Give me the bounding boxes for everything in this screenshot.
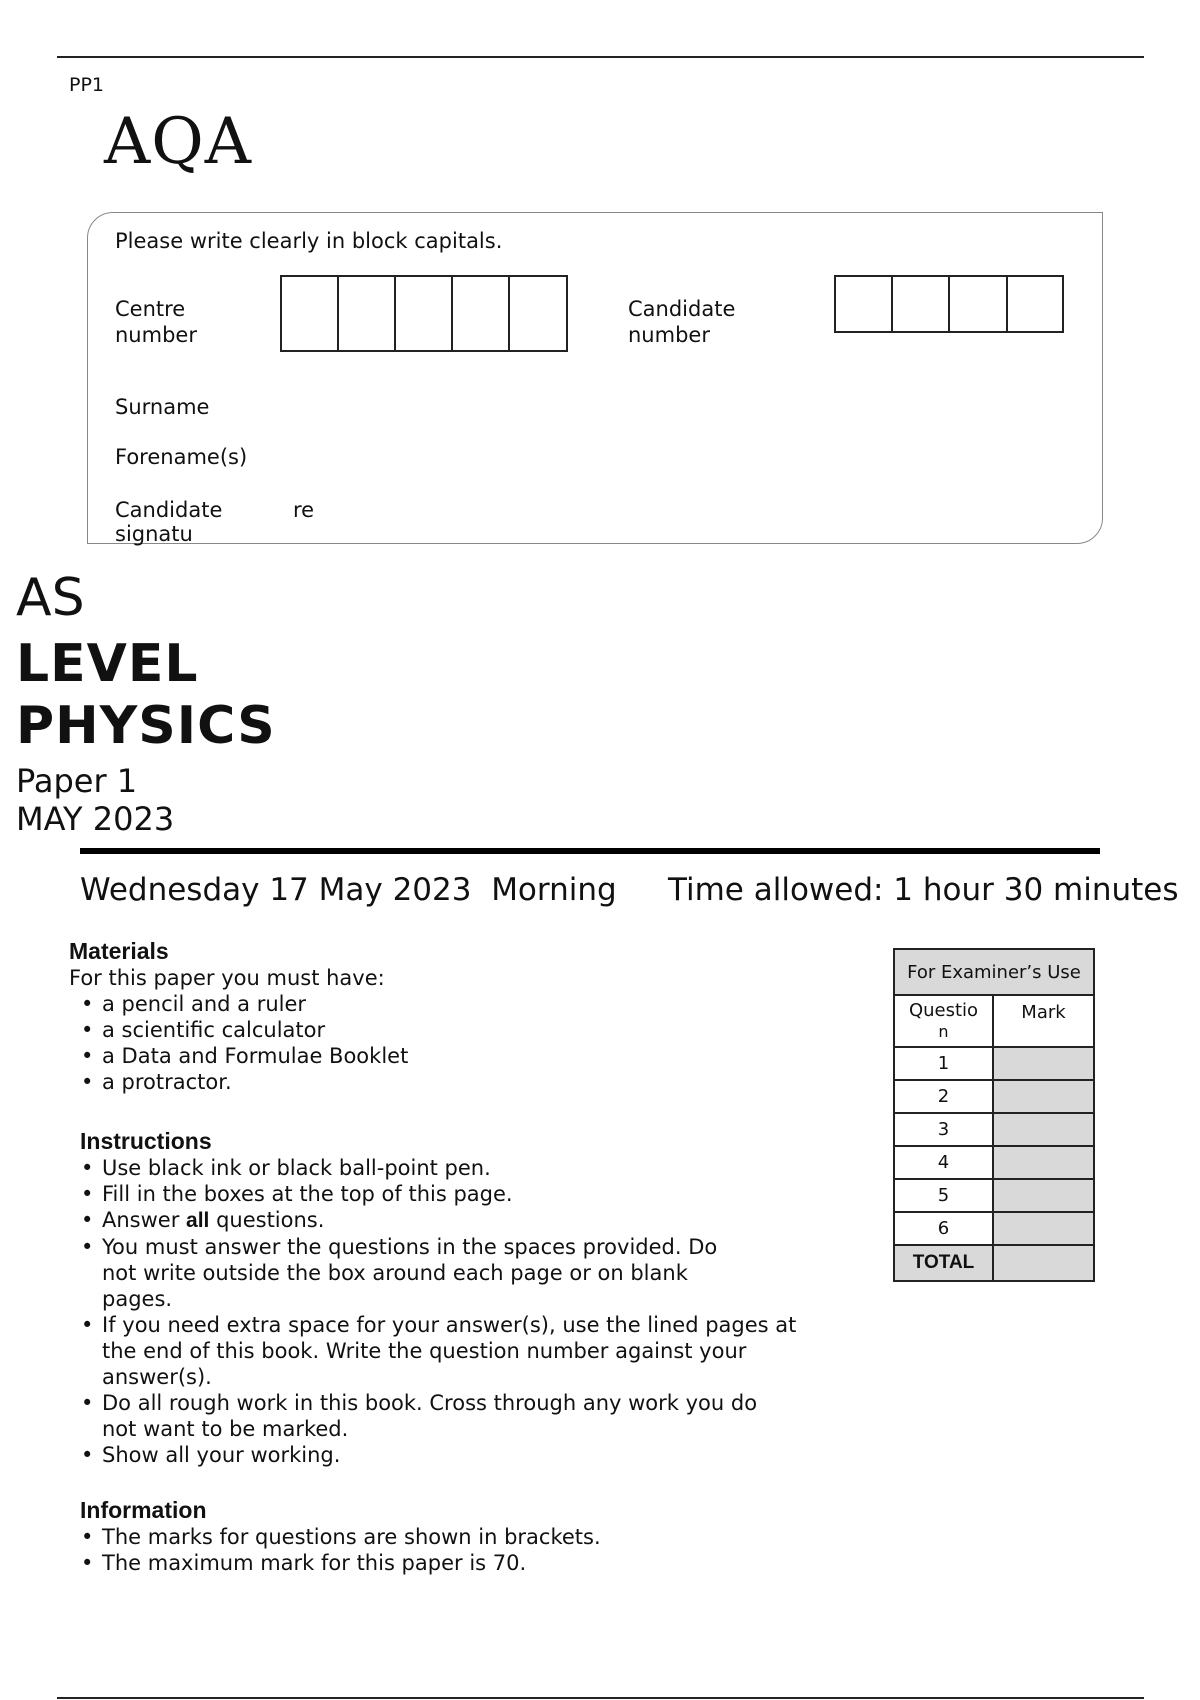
list-item: • Do all rough work in this book. Cross through any work you do not want to be marked. xyxy=(80,1390,860,1442)
paper-code: PP1 xyxy=(69,74,105,96)
subject-title: PHYSICS xyxy=(16,696,276,756)
list-item: • The maximum mark for this paper is 70. xyxy=(80,1550,860,1576)
block-capitals-instruction: Please write clearly in block capitals. xyxy=(115,229,503,253)
forenames-label: Forename(s) xyxy=(115,445,248,469)
question-column-header: Questio n xyxy=(894,995,993,1047)
list-item: • The marks for questions are shown in brackets. xyxy=(80,1524,860,1550)
candidate-number-boxes[interactable] xyxy=(834,275,1064,333)
mark-cell xyxy=(993,1146,1094,1179)
centre-number-boxes[interactable] xyxy=(280,275,568,352)
information-section xyxy=(80,1497,860,1576)
list-item: • Fill in the boxes at the top of this page. xyxy=(80,1181,860,1207)
list-item: • a Data and Formulae Booklet xyxy=(80,1043,849,1069)
list-item: • Use black ink or black ball-point pen. xyxy=(80,1155,860,1181)
question-number: 5 xyxy=(894,1179,993,1212)
centre-number-box[interactable] xyxy=(282,277,339,350)
list-item: • a pencil and a ruler xyxy=(80,991,849,1017)
exam-session: MAY 2023 xyxy=(16,800,175,838)
list-item: • a scientific calculator xyxy=(80,1017,849,1043)
signature-label-fragment: re xyxy=(293,498,315,522)
question-number: 2 xyxy=(894,1080,993,1113)
list-item: • You must answer the questions in the spaces provided. Do not write outside the box around each page or on blank pages. xyxy=(80,1234,860,1312)
mark-cell xyxy=(993,1179,1094,1212)
centre-number-box[interactable] xyxy=(453,277,510,350)
time-allowed: Time allowed: 1 hour 30 minutes xyxy=(668,872,1179,908)
list-item: • a protractor. xyxy=(80,1069,849,1095)
materials-heading: Materials xyxy=(69,938,169,964)
information-list xyxy=(80,1524,860,1576)
candidate-number-label: Candidate number xyxy=(628,297,736,347)
mark-cell xyxy=(993,1047,1094,1080)
exam-period: Morning xyxy=(491,872,617,908)
total-mark-cell xyxy=(993,1245,1094,1281)
question-number: 6 xyxy=(894,1212,993,1245)
paper-number: Paper 1 xyxy=(16,762,138,800)
candidate-number-box[interactable] xyxy=(836,277,893,331)
signature-label: Candidate signatu xyxy=(115,498,223,546)
surname-label: Surname xyxy=(115,395,210,419)
candidate-number-box[interactable] xyxy=(893,277,950,331)
list-item: • Show all your working. xyxy=(80,1442,860,1468)
mark-column-header: Mark xyxy=(993,995,1094,1047)
materials-list xyxy=(80,991,849,1095)
question-number: 1 xyxy=(894,1047,993,1080)
list-item: • Answer all questions. xyxy=(80,1207,860,1234)
examiners-use-title: For Examiner’s Use xyxy=(894,949,1094,995)
qualification-title: AS xyxy=(16,568,85,628)
question-number: 3 xyxy=(894,1113,993,1146)
total-label: TOTAL xyxy=(894,1245,993,1281)
bottom-rule xyxy=(57,1697,1144,1699)
candidate-details-panel xyxy=(87,212,1103,544)
exam-date: Wednesday 17 May 2023 Morning xyxy=(80,872,617,908)
materials-intro: For this paper you must have: xyxy=(69,966,385,990)
information-heading: Information xyxy=(80,1497,207,1523)
mark-cell xyxy=(993,1113,1094,1146)
question-number: 4 xyxy=(894,1146,993,1179)
candidate-number-box[interactable] xyxy=(1008,277,1062,331)
centre-number-box[interactable] xyxy=(396,277,453,350)
instructions-section xyxy=(80,1128,860,1468)
materials-section xyxy=(69,938,849,1095)
mark-cell xyxy=(993,1212,1094,1245)
level-title: LEVEL xyxy=(16,634,199,694)
examiners-use-table xyxy=(893,948,1095,1282)
instructions-heading: Instructions xyxy=(80,1128,212,1154)
list-item: • If you need extra space for your answer(s), use the lined pages at the end of this book. Write the question number against your answer(s). xyxy=(80,1312,860,1390)
centre-number-label: Centre number xyxy=(115,297,197,347)
top-rule xyxy=(57,56,1144,58)
centre-number-box[interactable] xyxy=(339,277,396,350)
mark-cell xyxy=(993,1080,1094,1113)
centre-number-box[interactable] xyxy=(510,277,566,350)
section-divider xyxy=(80,848,1100,854)
candidate-number-box[interactable] xyxy=(950,277,1008,331)
aqa-logo: AQA xyxy=(104,105,252,179)
instructions-list xyxy=(80,1155,860,1468)
